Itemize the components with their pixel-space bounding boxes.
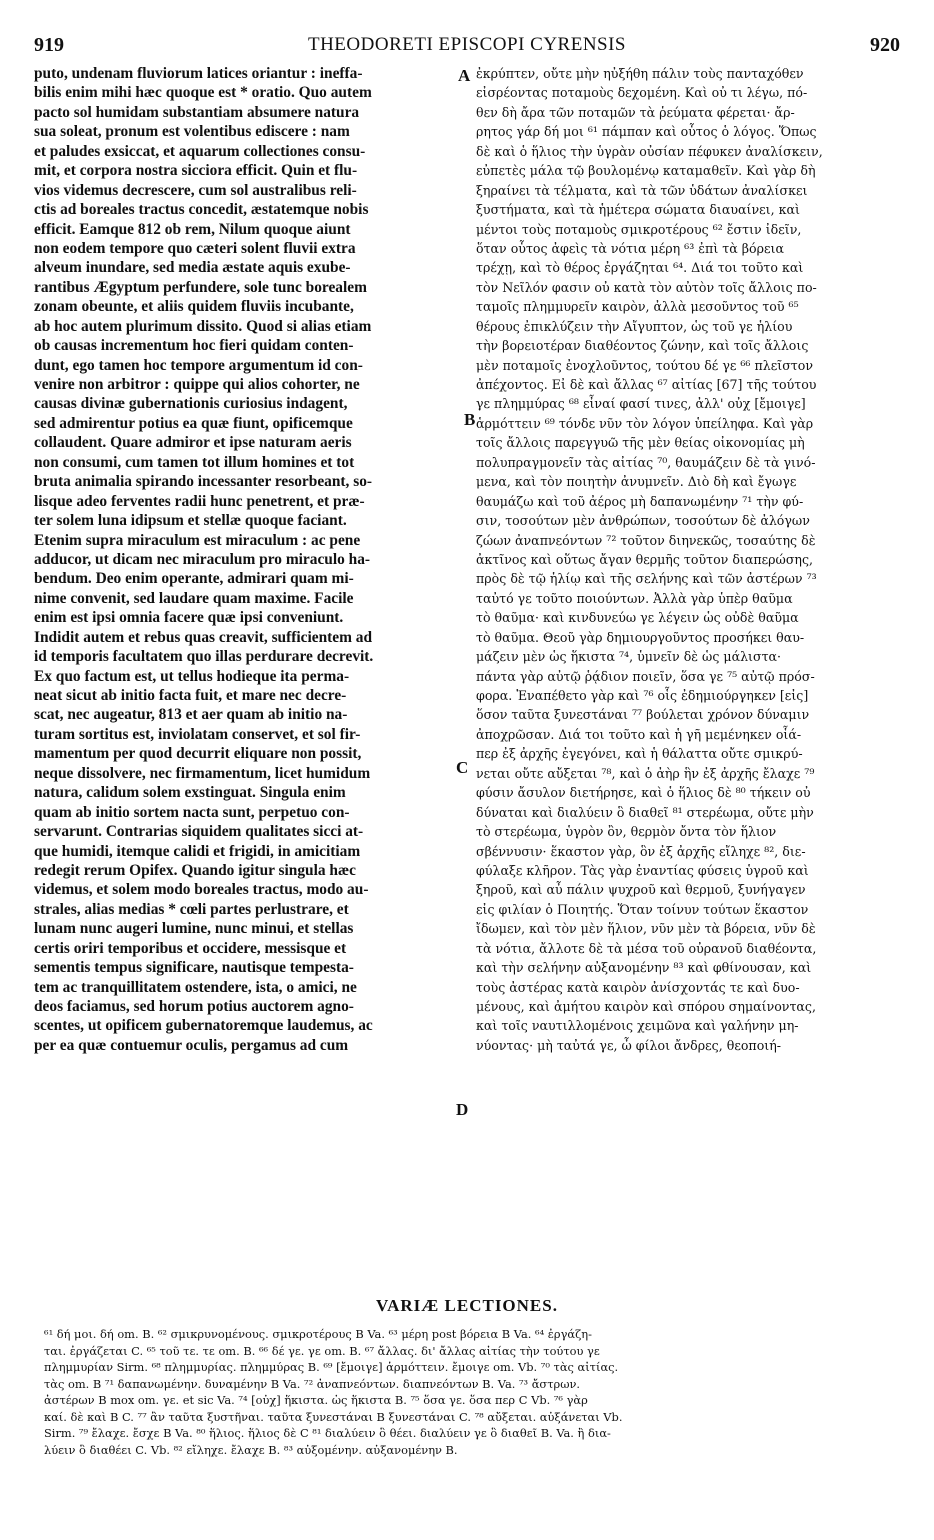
- latin-text-line: causas divinæ gubernationis curiosius indagent,: [34, 395, 348, 413]
- latin-text-line: non consumi, cum tamen tot illum homines et tot: [34, 453, 355, 471]
- greek-text-line: μενα, καὶ τὸν ποιητὴν ἀνυμνεῖν. Διὸ δὴ καὶ ἔγωγε: [476, 474, 797, 490]
- greek-text-line: μάζειν μὲν ὡς ἥκιστα ⁷⁴, ὑμνεῖν δὲ ὡς μάλιστα·: [476, 649, 782, 665]
- latin-text-line: zonam obeunte, et aliis quidem fluviis incubante,: [34, 298, 354, 316]
- greek-text-line: τρέχῃ, καὶ τὸ θέρος ἐργάζηται ⁶⁴. Διά τοι τοῦτο καὶ: [476, 260, 804, 276]
- latin-text-line: vios videmus decrescere, cum sol australibus reli-: [34, 181, 357, 199]
- running-header: [34, 34, 900, 60]
- margin-letter-a: A: [458, 66, 471, 85]
- latin-text-line: deos faciamus, sed horum potius auctorem agno-: [34, 998, 354, 1015]
- greek-text-line: ταὐτό γε τοῦτο ποιούντων. Ἀλλὰ γὰρ ὑπὲρ θαῦμα: [476, 590, 793, 606]
- greek-text-line: θέρους ἐπικλύζειν τὴν Αἴγυπτον, ὡς τοῦ γε ἡλίου: [476, 318, 793, 334]
- latin-text-line: et paludes exsiccat, et aquarum collectiones consu-: [34, 142, 366, 160]
- greek-text-line: εὐπετὲς μάλα τῷ βουλομένῳ καταμαθεῖν. Καὶ γὰρ δὴ: [476, 163, 816, 179]
- latin-text-line: sed admirentur potius ea quæ fiunt, opificemque: [34, 414, 353, 432]
- greek-text-line: ἐκρύπτεν, οὔτε μὴν ηὐξήθη πάλιν τοὺς πανταχόθεν: [476, 66, 804, 81]
- greek-text-line: ἀπέχοντος. Εἰ δὲ καὶ ἄλλας ⁶⁷ αἰτίας [67] τῆς τούτου: [476, 377, 817, 392]
- latin-text-line: ter solem luna idipsum et stellæ quoque faciant.: [34, 512, 347, 530]
- greek-text-line: τὰ νότια, ἄλλοτε δὲ τὰ μέσα τοῦ οὐρανοῦ διαθέοντα,: [476, 940, 817, 956]
- running-title: THEODORETI EPISCOPI CYRENSIS: [307, 34, 627, 55]
- greek-text-line: ξηραίνει τὰ τέλματα, καὶ τὰ τῶν ὑδάτων ἀναλίσκει: [476, 182, 808, 198]
- greek-text-line: γε πλημμύρας ⁶⁸ εἶναί φασί τινες, ἀλλ' οὐχ [ἔμοιγε]: [476, 396, 806, 412]
- greek-text-line: μένους, καὶ ἀμήτου καιρὸν καὶ σπόρου σημαίνοντας,: [476, 999, 816, 1014]
- latin-text-line: redegit rerum Opifex. Quando igitur singula hæc: [34, 861, 356, 879]
- greek-text-line: φύσιν ἄσυλον διετήρησε, καὶ ὁ ἥλιος δὲ ⁸⁰ τήκειν οὐ: [476, 785, 811, 801]
- variant-note-line: ται. ἐργάζεται C. ⁶⁵ τοῦ τε. τε om. B. ⁶⁶ δέ γε. γε om. B. ⁶⁷ ἄλλας. δι' ἄλλας αἰτίας τὴν τούτου γε: [44, 1343, 600, 1358]
- latin-text-line: collaudent. Quare admiror et ipse naturam aeris: [34, 434, 352, 452]
- greek-text-line: τὴν βορειοτέραν διαθέοντος ζώνην, καὶ τοῖς ἄλλοις: [476, 338, 809, 354]
- latin-text-line: ob causas incrementum hoc fieri quidam conten-: [34, 337, 354, 355]
- latin-text-line: lisque adeo ferventes radii hunc penetrent, et præ-: [34, 492, 365, 510]
- greek-text-line: ἴδωμεν, καὶ τὸν μὲν ἥλιον, νῦν μὲν τὰ βόρεια, νῦν δὲ: [476, 921, 816, 937]
- latin-text-line: mamentum per quod decurrit eliquare non possit,: [34, 745, 362, 763]
- latin-text-line: id temporis facultatem quo illas perdurare decrevit.: [34, 648, 374, 666]
- greek-text-line: σιν, τοσούτων μὲν ἀνθρώπων, τοσούτων δὲ ἀλόγων: [476, 513, 810, 529]
- latin-text-line: Etenim supra miraculum est miraculum : ac pene: [34, 531, 361, 549]
- greek-text-line: καὶ τὴν σελήνην αὐξανομένην ⁸³ καὶ φθίνουσαν, καὶ: [476, 960, 812, 976]
- greek-text-line: τὸ θαῦμα. Θεοῦ γὰρ δημιουργοῦντος προσήκει θαυ-: [476, 629, 805, 645]
- greek-text-line: τὸ στερέωμα, ὑγρὸν ὂν, θερμὸν ὄντα τὸν ἥλιον: [476, 824, 777, 840]
- greek-text-line: θεν δὴ ἄρα τῶν ποταμῶν τὰ ῥεύματα φέρεται· ἄρ-: [476, 104, 795, 120]
- greek-text-line: καὶ τοῖς ναυτιλλομένοις χειμῶνα καὶ γαλήνην μη-: [476, 1018, 799, 1034]
- latin-text-line: turam sortitus est, inviolatam conservet, et sol fir-: [34, 725, 361, 743]
- latin-text-line: Ex quo factum est, ut tellus hodieque ita perma-: [34, 667, 350, 685]
- latin-text-line: servarunt. Contrarias siquidem qualitates sicci at-: [34, 823, 364, 841]
- latin-text-line: neat sicut ab initio facta fuit, et mare nec decre-: [34, 687, 347, 704]
- greek-text-line: ρητος γάρ δή μοι ⁶¹ πάμπαν καὶ οὗτος ὁ λόγος. Ὅπως: [476, 124, 817, 140]
- latin-text-line: scentes, ut opificem gubernatoremque laudemus, ac: [34, 1017, 373, 1035]
- latin-text-line: certis oriri temporibus et occidere, messisque et: [34, 939, 347, 957]
- greek-text-line: δύναται καὶ διαλύειν ὃ διαθεῖ ⁸¹ στερέωμα, οὔτε μὴν: [476, 804, 814, 820]
- margin-letter-d: D: [456, 1100, 469, 1119]
- latin-text-line: bilis enim mihi hæc quoque est * oratio. Quo autem: [34, 84, 372, 102]
- greek-text-line: ταμοῖς πλημμυρεῖν καιρὸν, ἀλλὰ μεσοῦντος τοῦ ⁶⁵: [476, 299, 799, 315]
- greek-text-line: τοὺς ἀστέρας κατὰ καιρὸν ἀνίσχοντάς τε καὶ δυο-: [476, 979, 800, 995]
- greek-text-line: ξυστήματα, καὶ τὰ ἡμέτερα σώματα διαυαίνει, καὶ: [476, 202, 800, 218]
- greek-text-line: πρὸς δὲ τῷ ἡλίῳ καὶ τῆς σελήνης καὶ τῶν ἀστέρων ⁷³: [476, 571, 817, 587]
- latin-text-line: quam ab initio sortem nacta sunt, perpetuo con-: [34, 803, 350, 821]
- variant-readings-notes: [44, 1326, 906, 1526]
- greek-text-line: σβέννυσιν· ἕκαστον γὰρ, ὃν ἐξ ἀρχῆς εἴληχε ⁸², διε-: [476, 843, 806, 859]
- greek-text-line: ὅταν οὗτος ἀφεὶς τὰ νότια μέρη ⁶³ ἐπὶ τὰ βόρεια: [476, 240, 784, 256]
- variant-note-line: Sirm. ⁷⁹ ἔλαχε. ἔσχε B Va. ⁸⁰ ἥλιος. ἥλιος δὲ C ⁸¹ διαλύειν ὃ θέει. διαλύειν γε ὃ διαθεῖ B. Va. ἢ δια-: [44, 1426, 611, 1440]
- latin-text-line: per ea quæ contuemur oculis, pergamus ad cum: [34, 1036, 349, 1054]
- greek-text-line: μέντοι τοὺς ποταμοὺς σμικροτέρους ⁶² ἔστιν ἰδεῖν,: [476, 221, 802, 237]
- greek-text-line: ζώων ἀναπνεόντων ⁷² τοῦτον διηνεκῶς, τοσαύτης δὲ: [476, 532, 816, 548]
- greek-text-line: πολυπραγμονεῖν τὰς αἰτίας ⁷⁰, θαυμάζειν δὲ τὰ γινό-: [476, 454, 816, 470]
- latin-text-line: nime convenit, sed laudare quam maxime. Facile: [34, 589, 354, 607]
- greek-text-line: τὸ θαῦμα· καὶ κινδυνεύω γε λέγειν ὡς οὐδὲ θαῦμα: [476, 610, 799, 626]
- latin-text-line: efficit. Eamque 812 ob rem, Nilum quoque aiunt: [34, 220, 351, 238]
- greek-text-line: ὅσον ταῦτα ξυνεστάναι ⁷⁷ βούλεται χρόνον δύναμιν: [476, 707, 810, 723]
- variant-note-line: καί. δὲ καὶ B C. ⁷⁷ ἂν ταῦτα ξυστῆναι. ταῦτα ξυνεστάναι B ξυνεστάναι C. ⁷⁸ αὔξεται. αὐξάνεται Vb.: [44, 1409, 623, 1424]
- greek-text-line: τὸν Νεῖλόν φασιν οὐ κατὰ τὸν αὐτὸν τοῖς ἄλλοις πο-: [476, 279, 817, 295]
- latin-text-line: non eodem tempore quo cæteri solent fluvii extra: [34, 239, 356, 257]
- page-number-right: 920: [870, 34, 900, 56]
- latin-text-line: scat, nec augeatur, 813 et aer quam ab initio na-: [34, 706, 348, 724]
- greek-text-line: περ ἐξ ἀρχῆς ἐγεγόνει, καὶ ἡ θάλαττα οὔτε σμικρύ-: [476, 746, 803, 762]
- latin-text-line: puto, undenam fluviorum latices oriantur : ineffa-: [34, 65, 363, 82]
- latin-column: [34, 64, 458, 1290]
- latin-text-line: pacto sol humidam substantiam absumere natura: [34, 103, 360, 121]
- variant-note-line: λύειν ὃ διαθέει C. Vb. ⁸² εἴληχε. ἔλαχε B. ⁸³ αὐξομένην. αὐξανομένην B.: [44, 1442, 458, 1457]
- latin-text-line: dunt, ego tamen hoc tempore argumentum id con-: [34, 356, 363, 374]
- greek-text-line: νεται οὔτε αὔξεται ⁷⁸, καὶ ὁ ἀὴρ ἣν ἐξ ἀρχῆς ἔλαχε ⁷⁹: [476, 765, 815, 781]
- latin-text-line: mit, et corpora nostra sicciora efficit. Quin et flu-: [34, 162, 358, 180]
- variant-note-line: ⁶¹ δή μοι. δή om. B. ⁶² σμικρυνομένους. σμικροτέρους B Va. ⁶³ μέρη post βόρεια B Va. ⁶⁴ ἐργάζη-: [44, 1327, 592, 1341]
- greek-text-line: νύοντας· μὴ ταὐτά γε, ὦ φίλοι ἄνδρες, θεοποιή-: [476, 1037, 782, 1053]
- variant-note-line: ἀστέρων B mox om. γε. et sic Va. ⁷⁴ [οὐχ] ἥκιστα. ὡς ἥκιστα B. ⁷⁵ ὅσα γε. ὅσα περ C Vb. ⁷⁶ γὰρ: [44, 1393, 588, 1407]
- latin-text-line: videmus, et solem modo boreales tractus, modo au-: [34, 881, 369, 899]
- latin-text-line: adducor, ut dicam nec miraculum pro miraculo ha-: [34, 550, 371, 568]
- latin-text-line: enim est ipsi omnia facere quæ ipsi conveniunt.: [34, 609, 344, 627]
- latin-text-line: alveum inundare, sed media æstate aquis exube-: [34, 259, 351, 277]
- latin-text-line: Indidit autem et rebus quas creavit, sufficientem ad: [34, 628, 373, 646]
- greek-text-line: θαυμάζω καὶ τοῦ ἀέρος μὴ δαπανωμένην ⁷¹ τὴν φύ-: [476, 493, 804, 509]
- greek-column: [476, 64, 908, 1290]
- latin-text-line: neque dissolvere, nec firmamentum, licet humidum: [34, 764, 371, 782]
- latin-text-line: bendum. Deo enim operante, admirari quam mi-: [34, 570, 354, 588]
- latin-text-line: ab hoc autem plurimum dissito. Quod si alias etiam: [34, 317, 372, 335]
- latin-text-line: ctis ad boreales tractus concedit, æstatemque nobis: [34, 201, 369, 219]
- latin-text-line: natura, calidum solem exstinguat. Singula enim: [34, 784, 346, 802]
- margin-letter-c: C: [456, 758, 469, 777]
- latin-text-line: sementis tempus significare, nautisque tempesta-: [34, 959, 354, 977]
- greek-text-line: τοῖς ἄλλοις παρεγγυῶ τῆς μὲν θείας οἰκονομίας μὴ: [476, 435, 805, 451]
- greek-text-line: ἀκτῖνος καὶ οὕτως ἄγαν θερμῆς τοῦτον διαπερώσης,: [476, 551, 814, 567]
- latin-text-line: que humidi, itemque calidi et frigidi, in amicitiam: [34, 842, 361, 860]
- greek-text-line: δὲ καὶ ὁ ἥλιος τὴν ὑγρὰν οὐσίαν πέφυκεν ἀναλίσκειν,: [476, 143, 823, 159]
- latin-text-line: strales, alias medias * cœli partes perlustrare, et: [34, 900, 349, 918]
- greek-text-line: φορα. Ἐναπέθετο γὰρ καὶ ⁷⁶ οἷς ἐδημιούργηκεν [εἰς]: [476, 688, 809, 703]
- greek-text-line: εἰς φιλίαν ὁ Ποιητής. Ὅταν τοίνυν τούτων ἕκαστον: [476, 901, 809, 917]
- latin-text-line: lunam nunc augeri lumine, nunc minui, et stellas: [34, 920, 354, 938]
- margin-letter-b: B: [464, 410, 476, 429]
- variant-note-line: πλημμυρίαν Sirm. ⁶⁸ πλημμυρίας. πλημμύρας B. ⁶⁹ [ἔμοιγε] ἁρμόττειν. ἔμοιγε om. Vb. ⁷⁰ τὰς αἰτίας.: [44, 1360, 619, 1374]
- latin-text-line: venire non arbitror : quippe qui alios cohorter, ne: [34, 376, 360, 393]
- latin-text-line: bruta animalia spirando incessanter resorbeant, so-: [34, 473, 373, 491]
- latin-text-line: rantibus Ægyptum perfundere, sole tunc borealem: [34, 278, 367, 296]
- greek-text-line: εἰσρέοντας ποταμοὺς δεχομένη. Καὶ οὐ τι λέγω, πό-: [476, 85, 808, 101]
- greek-text-line: ξηροῦ, καὶ αὖ πάλιν ψυχροῦ καὶ θερμοῦ, ξυνήγαγεν: [476, 882, 806, 898]
- greek-text-line: φύλαξε κλῆρον. Τὰς γὰρ ἐναντίας φύσεις ὑγροῦ καὶ: [476, 862, 809, 878]
- latin-text-line: tem ac tranquillitatem ostendere, ista, o amici, ne: [34, 978, 357, 996]
- greek-text-line: ἀποχρῶσαν. Διά τοι τοῦτο καὶ ἡ γῆ μεμένηκεν οἷά-: [476, 726, 802, 742]
- latin-text-line: sua soleat, pronum est volentibus ediscere : nam: [34, 123, 350, 141]
- greek-text-line: μὲν ποταμοῖς ἐνοχλοῦντος, τούτου δέ γε ⁶⁶ πλεῖστον: [476, 357, 814, 373]
- variae-lectiones-heading: VARIÆ LECTIONES.: [376, 1296, 558, 1315]
- page-number-left: 919: [34, 34, 64, 56]
- greek-text-line: ἁρμόττειν ⁶⁹ τόνδε νῦν τὸν λόγον ὑπείληφα. Καὶ γὰρ: [476, 415, 814, 431]
- variant-note-line: τὰς om. B ⁷¹ δαπανωμένην. δυναμένην B Va. ⁷² ἀναπνεόντων. διαπνεόντων B. Va. ⁷³ ἄστρων.: [44, 1376, 581, 1391]
- greek-text-line: πάντα γὰρ αὐτῷ ῥᾴδιον ποιεῖν, ὅσα γε ⁷⁵ αὐτῷ πρόσ-: [476, 668, 815, 684]
